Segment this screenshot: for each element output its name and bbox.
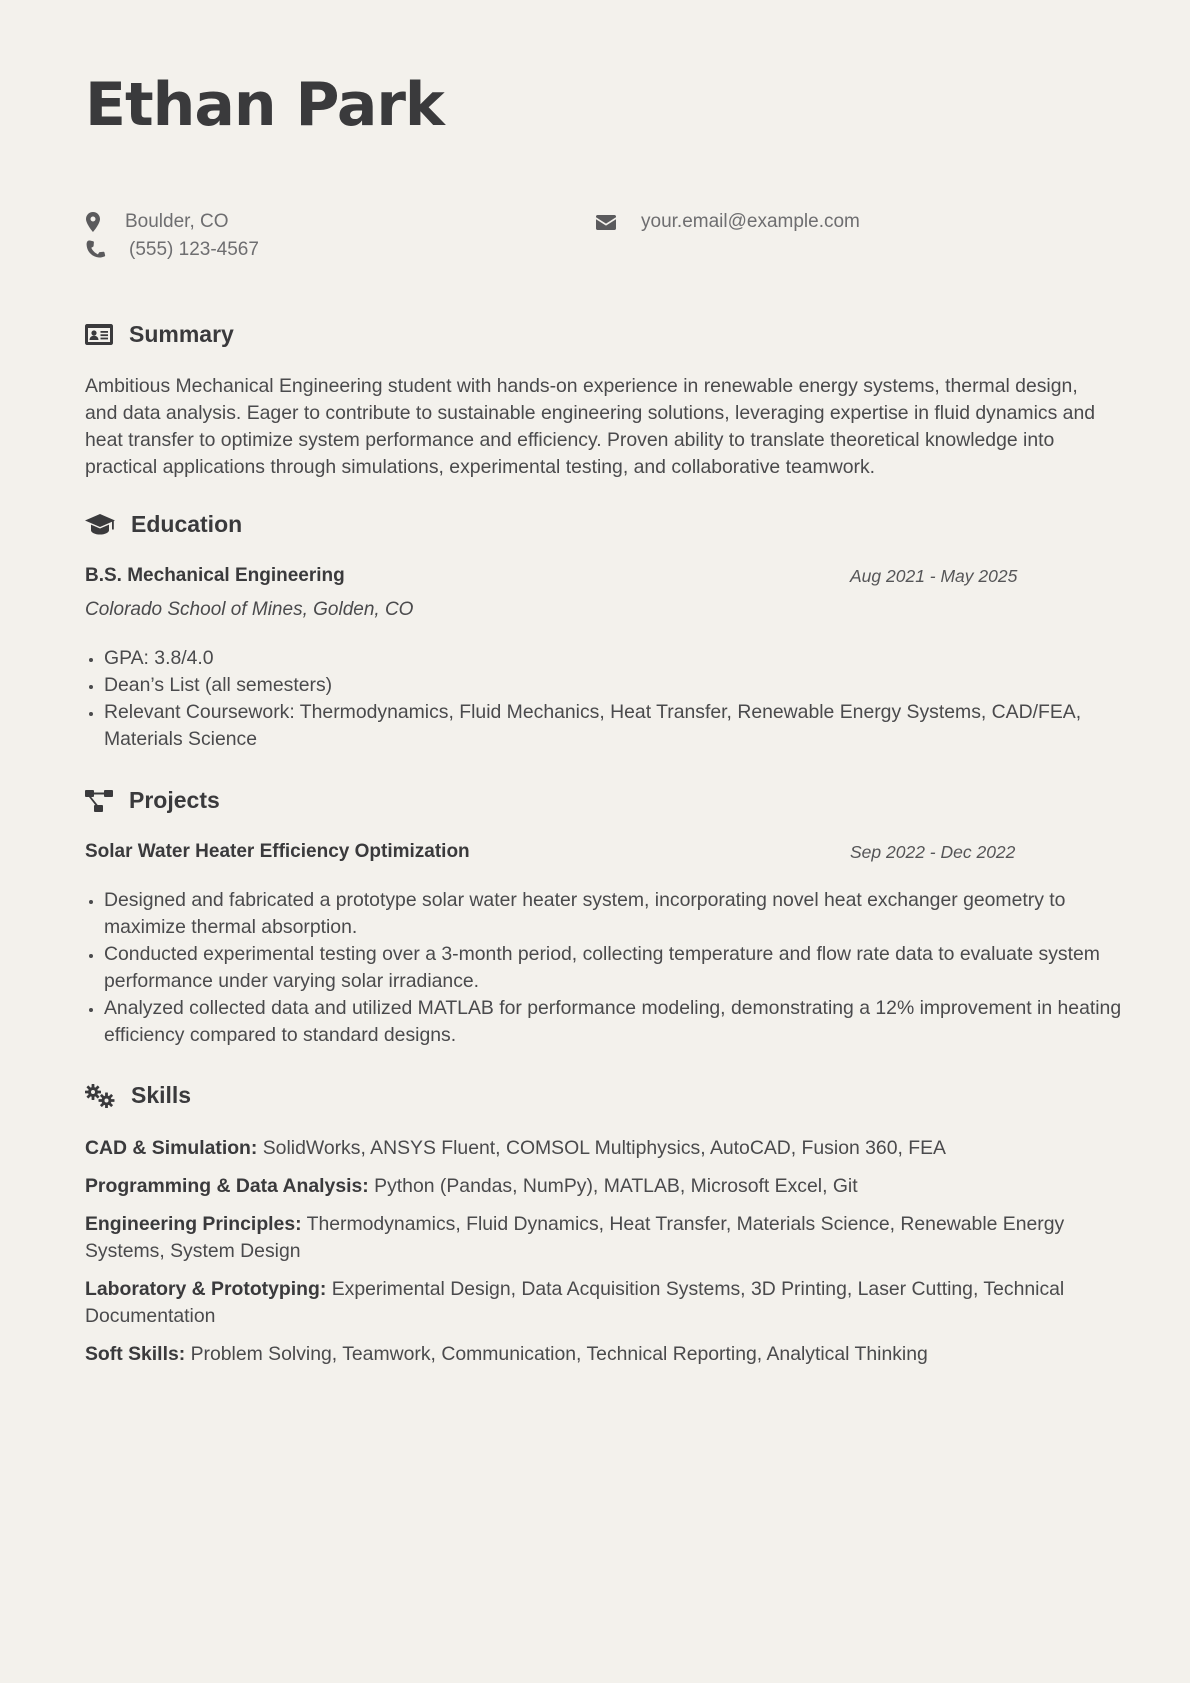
skill-label: Programming & Data Analysis: <box>85 1175 369 1197</box>
project-diagram-icon <box>85 790 113 812</box>
skill-value: Experimental Design, Data Acquisition Systems, 3D Printing, Laser Cutting, Technical Documentation <box>85 1278 1065 1327</box>
skill-label: Laboratory & Prototyping: <box>85 1278 327 1300</box>
contact-location <box>85 211 229 233</box>
project-dates: Sep 2022 - Dec 2022 <box>850 842 1016 862</box>
list-item: • Designed and fabricated a prototype solar water heater system, incorporating novel heat exchanger geometry to maximize thermal absorption. <box>104 887 1129 941</box>
skill-value: Python (Pandas, NumPy), MATLAB, Microsoft Excel, Git <box>374 1175 858 1197</box>
school-name: Colorado School of Mines, Golden, CO <box>85 599 414 620</box>
email-link[interactable]: your.email@example.com <box>641 211 860 232</box>
list-item: • GPA: 3.8/4.0 <box>104 645 1129 672</box>
projects-title: Projects <box>129 787 220 813</box>
projects-heading <box>85 787 220 814</box>
project-title: Solar Water Heater Efficiency Optimization <box>85 841 470 862</box>
list-item: • Dean’s List (all semesters) <box>104 672 1129 699</box>
skill-value: Thermodynamics, Fluid Dynamics, Heat Transfer, Materials Science, Renewable Energy Systems, System Design <box>85 1213 1065 1262</box>
skill-label: Soft Skills: <box>85 1343 186 1365</box>
graduation-cap-icon <box>85 514 115 536</box>
summary-title: Summary <box>129 321 234 347</box>
cogs-icon <box>85 1084 115 1108</box>
education-bullets <box>85 645 1129 753</box>
education-title: Education <box>131 511 243 537</box>
skill-row <box>85 1135 1115 1162</box>
skill-row <box>85 1341 1115 1368</box>
skill-row <box>85 1276 1115 1330</box>
map-marker-icon <box>85 212 101 232</box>
skill-row <box>85 1211 1115 1265</box>
skill-label: CAD & Simulation: <box>85 1137 258 1159</box>
skill-value: SolidWorks, ANSYS Fluent, COMSOL Multiphysics, AutoCAD, Fusion 360, FEA <box>262 1137 946 1159</box>
degree-title: B.S. Mechanical Engineering <box>85 565 345 586</box>
skill-value: Problem Solving, Teamwork, Communication, Technical Reporting, Analytical Thinking <box>190 1343 928 1365</box>
education-dates: Aug 2021 - May 2025 <box>850 566 1018 586</box>
list-item: • Conducted experimental testing over a 3-month period, collecting temperature and flow rate data to evaluate system performance under varying solar irradiance. <box>104 941 1129 995</box>
skills-title: Skills <box>131 1082 192 1108</box>
skill-label: Engineering Principles: <box>85 1213 302 1235</box>
skills-heading <box>85 1082 191 1109</box>
list-item: • Relevant Coursework: Thermodynamics, Fluid Mechanics, Heat Transfer, Renewable Energy Systems, CAD/FEA, Materials Science <box>104 699 1129 753</box>
location-text: Boulder, CO <box>125 211 229 232</box>
contact-phone <box>85 239 259 261</box>
skill-row <box>85 1173 1115 1200</box>
list-item: • Analyzed collected data and utilized MATLAB for performance modeling, demonstrating a 12% improvement in heating efficiency compared to standard designs. <box>104 995 1129 1049</box>
phone-icon <box>85 240 107 260</box>
project-bullets <box>85 887 1129 1049</box>
id-card-icon <box>85 324 113 345</box>
education-heading <box>85 511 242 538</box>
envelope-icon <box>595 215 617 230</box>
summary-text: Ambitious Mechanical Engineering student with hands-on experience in renewable energy systems, thermal design, and data analysis. Eager to contribute to sustainable engineering solutions, leveraging expertise in fluid dynamics and heat transfer to optimize system performance and efficiency. Proven ability to translate theoretical knowledge into practical applications through simulations, experimental testing, and collaborative teamwork. <box>85 375 1096 478</box>
candidate-name: Ethan Park <box>85 70 444 140</box>
summary-heading <box>85 321 234 348</box>
contact-email <box>595 211 860 233</box>
phone-text: (555) 123-4567 <box>129 239 259 260</box>
